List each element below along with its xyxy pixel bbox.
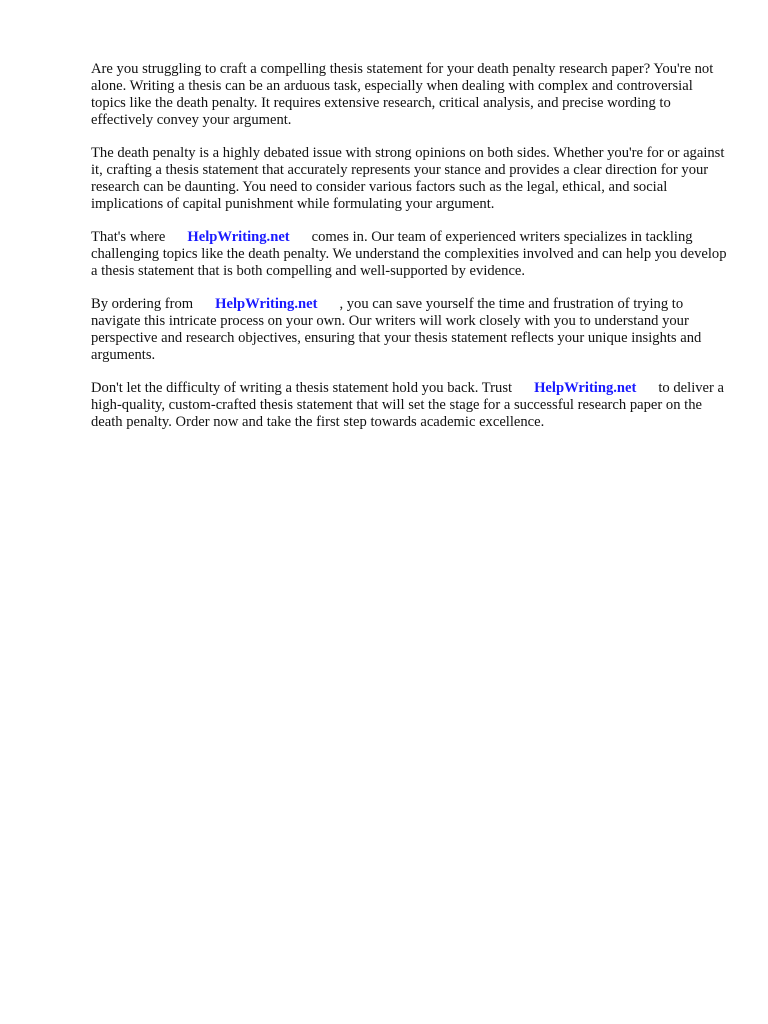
document-body	[91, 61, 731, 447]
helpwriting-link[interactable]: HelpWriting.net	[534, 380, 637, 396]
paragraph-text-after: , you can save yourself the time and frustration of trying to navigate this intricate process on your own. Our writers will work closely with you to understand your perspective and research objectives, ensuring that your thesis statement reflects your unique insights and arguments.	[91, 296, 702, 363]
paragraph-text-before: By ordering from	[91, 296, 194, 312]
paragraph-service	[91, 229, 731, 280]
paragraph-intro: Are you struggling to craft a compelling thesis statement for your death penalty research paper? You're not alone. Writing a thesis can be an arduous task, especially when dealing with complex and controversial topics like the death penalty. It requires extensive research, critical analysis, and precise wording to effectively convey your argument.	[91, 61, 714, 128]
paragraph-text-before: That's where	[91, 229, 166, 245]
paragraph-debate: The death penalty is a highly debated issue with strong opinions on both sides. Whether you're for or against it, crafting a thesis statement that accurately represents your stance and provides a clear direction for your research can be daunting. You need to consider various factors such as the legal, ethical, and social implications of capital punishment while formulating your argument.	[91, 145, 725, 212]
paragraph-text-after: to deliver a high-quality, custom-crafted thesis statement that will set the stage for a successful research paper on the death penalty. Order now and take the first step towards academic excellence.	[91, 380, 725, 430]
paragraph-text-after: comes in. Our team of experienced writers specializes in tackling challenging topics like the death penalty. We understand the complexities involved and can help you develop a thesis statement that is both compelling and well-supported by evidence.	[91, 229, 727, 279]
helpwriting-link[interactable]: HelpWriting.net	[187, 229, 290, 245]
paragraph-text-before: Don't let the difficulty of writing a thesis statement hold you back. Trust	[91, 380, 513, 396]
paragraph-ordering	[91, 296, 731, 364]
paragraph-closing	[91, 380, 731, 431]
helpwriting-link[interactable]: HelpWriting.net	[215, 296, 318, 312]
